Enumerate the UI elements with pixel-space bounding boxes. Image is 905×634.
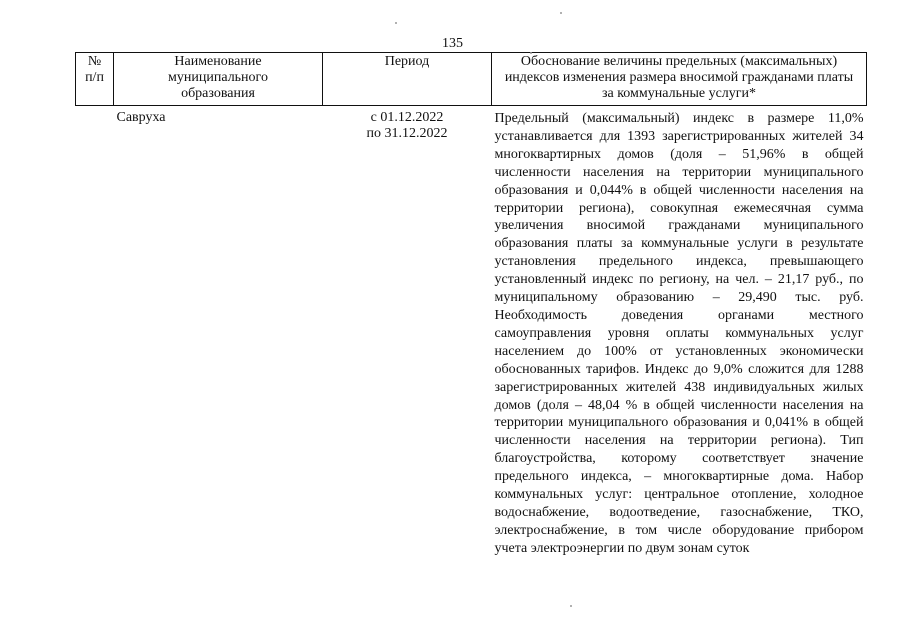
header-municipality: Наименование муниципального образования bbox=[114, 53, 323, 106]
justification-text: Предельный (максимальный) индекс в размере 11,0% устанавливается для 1393 зарегистрированных жителей 34 многоквартирных домов (доля – 51,96% в общей численности населения на территории муниципального образования и 0,044% в общей численности населения на территории региона), совокупная ежемесячная сумма увеличения вносимой гражданами муниципального образования платы за коммунальные услуги в результате установления предельного индекса, превышающего установленный индекс по региону, на чел. – 21,17 руб., по муниципальному образованию – 29,490 тыс. руб. Необходимость доведения органами местного самоуправления уровня оплаты коммунальных услуг населением до 100% от установленных экономически обоснованных тарифов. Индекс до 9,0% сложится для 1288 зарегистрированных жителей 438 индивидуальных жилых домов (доля – 48,04 % в общей численности населения на территории муниципального образования и 0,041% в общей численности населения на территории региона). Тип благоустройства, которому соответствует значение предельного индекса, – многоквартирные дома. Набор коммунальных услуг: центральное отопление, холодное водоснабжение, водоотведение, газоснабжение, ТКО, электроснабжение, в том числе оборудование прибором учета электроэнергии по двум зонам суток bbox=[494, 111, 864, 556]
scan-speck bbox=[560, 12, 562, 14]
period-end: по 31.12.2022 bbox=[366, 126, 448, 141]
municipality-name: Савруха bbox=[116, 110, 166, 125]
table-row bbox=[76, 106, 867, 558]
table-header-row bbox=[76, 53, 867, 106]
row-num bbox=[76, 106, 114, 558]
header-num: № п/п bbox=[76, 53, 114, 106]
page-number: 135 bbox=[442, 36, 463, 51]
header-justification: Обоснование величины предельных (максимальных) индексов изменения размера вносимой гражданами платы за коммунальные услуги* bbox=[492, 53, 867, 106]
period-cell bbox=[323, 106, 492, 558]
header-period: Период bbox=[323, 53, 492, 106]
scan-speck bbox=[395, 22, 397, 24]
scan-speck bbox=[530, 52, 532, 54]
period-start: с 01.12.2022 bbox=[370, 110, 444, 125]
tariff-index-table bbox=[75, 52, 867, 558]
scan-speck bbox=[570, 605, 572, 607]
